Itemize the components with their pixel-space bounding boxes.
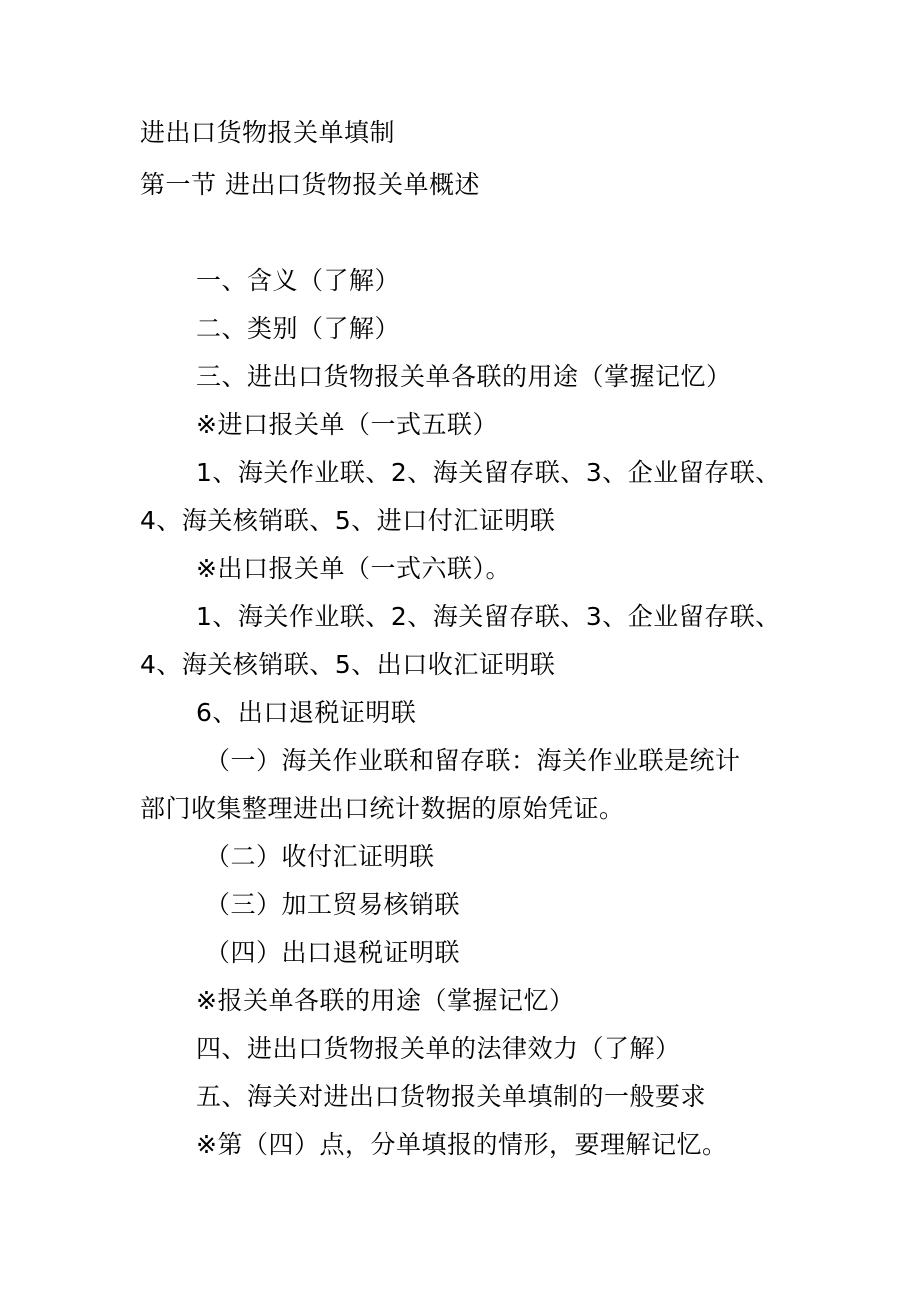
paragraph-line: 二、类别（了解） xyxy=(196,314,401,343)
section-heading: 第一节 进出口货物报关单概述 xyxy=(140,170,480,199)
document-title: 进出口货物报关单填制 xyxy=(140,118,396,147)
paragraph-line: 4、海关核销联、5、进口付汇证明联 xyxy=(140,506,556,535)
paragraph-line: 6、出口退税证明联 xyxy=(196,698,417,727)
paragraph-line: 1、海关作业联、2、海关留存联、3、企业留存联、 xyxy=(196,458,781,487)
paragraph-line: 四、进出口货物报关单的法律效力（了解） xyxy=(196,1034,681,1063)
paragraph-line: （三）加工贸易核销联 xyxy=(205,890,461,919)
paragraph-line: （一）海关作业联和留存联：海关作业联是统计 xyxy=(205,746,741,775)
paragraph-line: ※出口报关单（一式六联）。 xyxy=(196,554,511,583)
paragraph-line: 三、进出口货物报关单各联的用途（掌握记忆） xyxy=(196,362,732,391)
paragraph-line: （二）收付汇证明联 xyxy=(205,842,435,871)
paragraph-line: 五、海关对进出口货物报关单填制的一般要求 xyxy=(196,1082,707,1111)
paragraph-line: 4、海关核销联、5、出口收汇证明联 xyxy=(140,650,556,679)
paragraph-line: ※进口报关单（一式五联） xyxy=(196,410,498,439)
paragraph-line: 1、海关作业联、2、海关留存联、3、企业留存联、 xyxy=(196,602,781,631)
paragraph-line: ※报关单各联的用途（掌握记忆） xyxy=(196,986,575,1015)
paragraph-line: （四）出口退税证明联 xyxy=(205,938,461,967)
paragraph-line: ※第（四）点，分单填报的情形，要理解记忆。 xyxy=(196,1130,728,1159)
paragraph-line: 一、含义（了解） xyxy=(196,266,401,295)
paragraph-line: 部门收集整理进出口统计数据的原始凭证。 xyxy=(140,794,625,823)
